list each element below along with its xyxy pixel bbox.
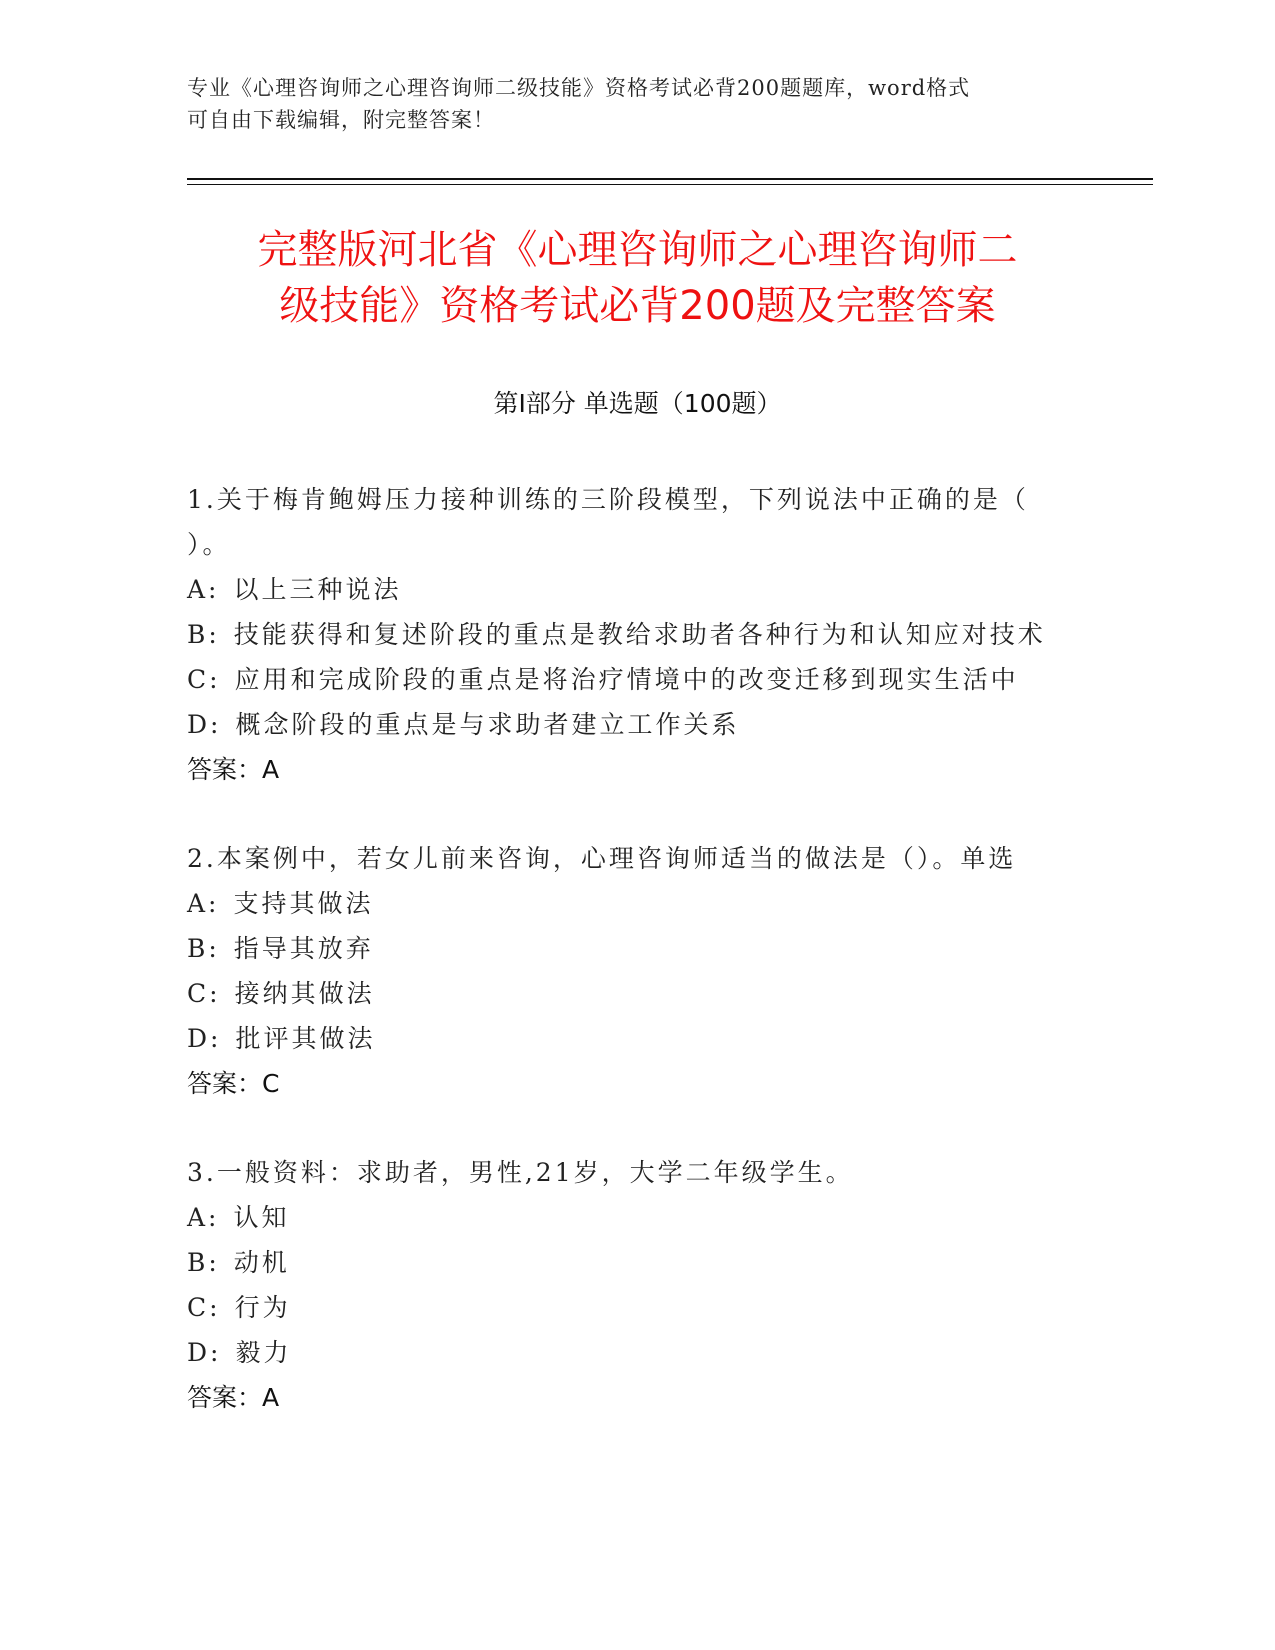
option-key: A: — [187, 575, 220, 604]
option-key: D: — [187, 1024, 222, 1053]
question-2 — [187, 836, 1087, 1106]
question-stem: 2.本案例中，若女儿前来咨询，心理咨询师适当的做法是（）。单选 — [187, 844, 1017, 873]
option-text: 支持其做法 — [233, 889, 374, 918]
question-stem-continued: ）。 — [187, 530, 231, 559]
option-d — [187, 702, 1087, 747]
header-note-line-1: 专业《心理咨询师之心理咨询师二级技能》资格考试必背200题题库，word格式 — [187, 76, 971, 100]
header-divider-thick — [187, 178, 1153, 180]
option-b — [187, 612, 1087, 657]
document-title-line-1: 完整版河北省《心理咨询师之心理咨询师二 — [257, 227, 1018, 273]
option-d — [187, 1016, 1087, 1061]
question-stem: 1.关于梅肯鲍姆压力接种训练的三阶段模型，下列说法中正确的是（ — [187, 485, 1029, 514]
option-c — [187, 657, 1087, 702]
answer-line: 答案：C — [187, 1069, 280, 1098]
option-b — [187, 1240, 1087, 1285]
option-c — [187, 971, 1087, 1016]
option-text: 指导其放弃 — [233, 934, 374, 963]
question-1 — [187, 477, 1087, 792]
answer-line: 答案：A — [187, 755, 280, 784]
option-text: 以上三种说法 — [233, 575, 402, 604]
option-key: A: — [187, 889, 220, 918]
option-key: D: — [187, 710, 222, 739]
option-key: C: — [187, 979, 221, 1008]
question-list — [187, 477, 1087, 1464]
option-a — [187, 881, 1087, 926]
option-key: C: — [187, 1293, 221, 1322]
option-text: 动机 — [233, 1248, 290, 1277]
document-title-line-2: 级技能》资格考试必背200题及完整答案 — [279, 283, 996, 329]
option-d — [187, 1330, 1087, 1375]
option-text: 批评其做法 — [235, 1024, 376, 1053]
option-key: A: — [187, 1203, 220, 1232]
option-b — [187, 926, 1087, 971]
option-key: B: — [187, 934, 220, 963]
header-note-line-2: 可自由下载编辑，附完整答案！ — [187, 108, 495, 132]
option-text: 行为 — [234, 1293, 291, 1322]
header-divider-thin — [187, 184, 1153, 185]
option-key: D: — [187, 1338, 222, 1367]
question-stem: 3.一般资料：求助者，男性,21岁，大学二年级学生。 — [187, 1158, 854, 1187]
option-text: 毅力 — [235, 1338, 292, 1367]
option-text: 应用和完成阶段的重点是将治疗情境中的改变迁移到现实生活中 — [234, 665, 1019, 694]
option-c — [187, 1285, 1087, 1330]
document-title — [150, 222, 1125, 334]
option-text: 概念阶段的重点是与求助者建立工作关系 — [235, 710, 740, 739]
option-text: 接纳其做法 — [234, 979, 375, 1008]
question-3 — [187, 1150, 1087, 1420]
answer-line: 答案：A — [187, 1383, 280, 1412]
option-key: C: — [187, 665, 221, 694]
option-text: 认知 — [233, 1203, 290, 1232]
option-a — [187, 1195, 1087, 1240]
section-title: 第Ⅰ部分 单选题（100题） — [493, 389, 782, 418]
option-a — [187, 567, 1087, 612]
option-key: B: — [187, 620, 220, 649]
header-note — [187, 72, 1057, 136]
option-text: 技能获得和复述阶段的重点是教给求助者各种行为和认知应对技术 — [233, 620, 1046, 649]
option-key: B: — [187, 1248, 220, 1277]
